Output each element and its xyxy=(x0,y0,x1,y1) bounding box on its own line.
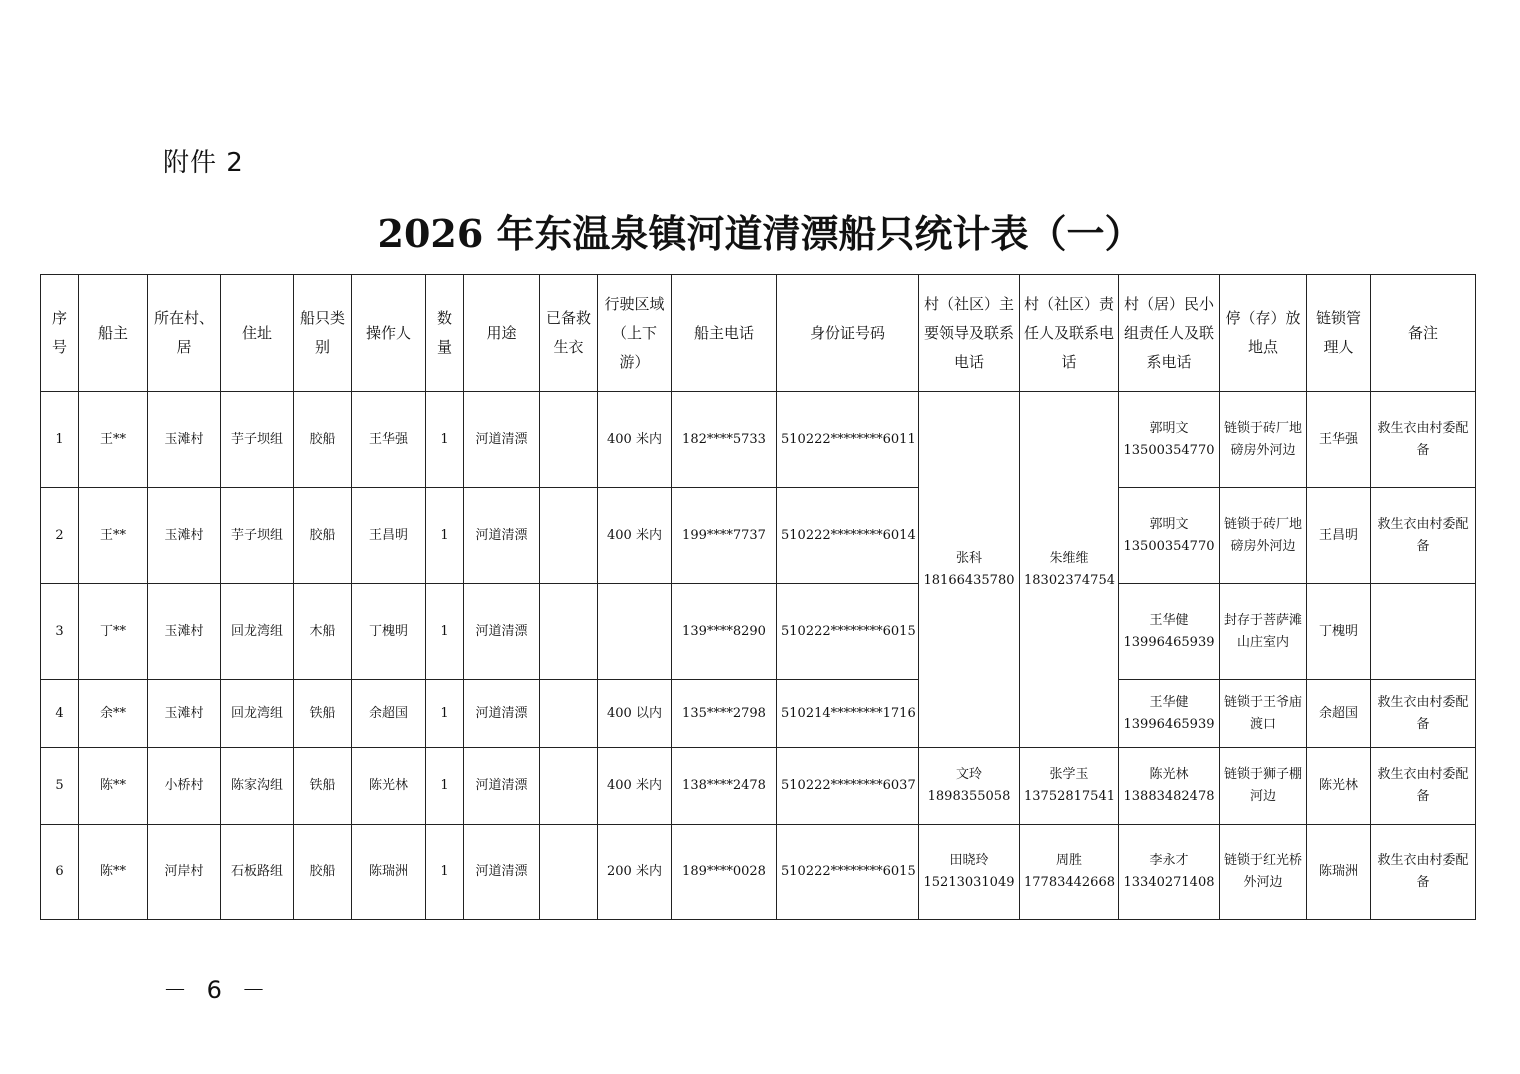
cell-resp-merged xyxy=(1020,392,1119,748)
cell-address: 芋子坝组 xyxy=(221,488,294,584)
group-phone: 13996465939 xyxy=(1123,634,1215,650)
cell-no: 6 xyxy=(41,825,79,920)
cell-no: 3 xyxy=(41,584,79,680)
cell-boat-type: 铁船 xyxy=(294,680,352,748)
cell-operator: 陈光林 xyxy=(352,748,426,825)
cell-use: 河道清漂 xyxy=(464,680,540,748)
cell-use: 河道清漂 xyxy=(464,488,540,584)
leader-phone: 15213031049 xyxy=(923,875,1015,890)
table-row xyxy=(41,488,1476,584)
cell-lifejacket xyxy=(540,392,598,488)
cell-group xyxy=(1119,825,1220,920)
cell-area: 400 米内 xyxy=(598,392,672,488)
cell-resp xyxy=(1020,825,1119,920)
cell-boat-type: 胶船 xyxy=(294,488,352,584)
cell-area: 400 以内 xyxy=(598,680,672,748)
group-name: 郭明文 xyxy=(1149,420,1189,436)
group-phone: 13500354770 xyxy=(1123,538,1215,554)
cell-lifejacket xyxy=(540,584,598,680)
col-header: 村（社区）责任人及联系电话 xyxy=(1020,275,1119,392)
cell-area xyxy=(598,584,672,680)
resp-name: 张学玉 xyxy=(1049,767,1089,782)
resp-name: 朱维维 xyxy=(1049,550,1089,566)
leader-name: 文玲 xyxy=(955,767,982,782)
cell-location: 封存于菩萨滩山庄室内 xyxy=(1220,584,1307,680)
col-header: 村（社区）主要领导及联系电话 xyxy=(919,275,1020,392)
cell-use: 河道清漂 xyxy=(464,748,540,825)
group-name: 郭明文 xyxy=(1149,516,1189,532)
cell-area: 200 米内 xyxy=(598,825,672,920)
cell-no: 4 xyxy=(41,680,79,748)
table-row xyxy=(41,584,1476,680)
col-header: 链锁管理人 xyxy=(1307,275,1371,392)
cell-id: 510222********6015 xyxy=(777,584,919,680)
cell-owner: 陈** xyxy=(79,825,148,920)
cell-phone: 138****2478 xyxy=(672,748,777,825)
group-name: 陈光林 xyxy=(1149,767,1189,782)
cell-id: 510222********6011 xyxy=(777,392,919,488)
leader-name: 张科 xyxy=(955,550,982,566)
group-name: 李永才 xyxy=(1149,853,1189,868)
table-row xyxy=(41,392,1476,488)
cell-phone: 189****0028 xyxy=(672,825,777,920)
leader-phone: 1898355058 xyxy=(927,789,1011,804)
title-text: 2026 年东温泉镇河道清漂船只统计表（一） xyxy=(377,211,1143,256)
col-header: 船主电话 xyxy=(672,275,777,392)
resp-phone: 18302374754 xyxy=(1024,572,1115,588)
col-header: 所在村、居 xyxy=(148,275,221,392)
cell-owner: 丁** xyxy=(79,584,148,680)
cell-lifejacket xyxy=(540,680,598,748)
cell-village: 小桥村 xyxy=(148,748,221,825)
cell-manager: 王昌明 xyxy=(1307,488,1371,584)
cell-group xyxy=(1119,584,1220,680)
attachment-label: 附件 2 xyxy=(163,148,244,178)
cell-boat-type: 胶船 xyxy=(294,392,352,488)
cell-group xyxy=(1119,392,1220,488)
resp-phone: 17783442668 xyxy=(1024,875,1115,890)
cell-boat-type: 铁船 xyxy=(294,748,352,825)
cell-manager: 丁槐明 xyxy=(1307,584,1371,680)
cell-id: 510222********6037 xyxy=(777,748,919,825)
cell-qty: 1 xyxy=(426,584,464,680)
col-header: 住址 xyxy=(221,275,294,392)
cell-note: 救生衣由村委配备 xyxy=(1371,825,1476,920)
header-row xyxy=(41,275,1476,392)
cell-boat-type: 胶船 xyxy=(294,825,352,920)
cell-manager: 余超国 xyxy=(1307,680,1371,748)
cell-owner: 王** xyxy=(79,488,148,584)
col-header: 数量 xyxy=(426,275,464,392)
col-header: 身份证号码 xyxy=(777,275,919,392)
cell-note: 救生衣由村委配备 xyxy=(1371,392,1476,488)
resp-name: 周胜 xyxy=(1055,853,1082,868)
cell-no: 1 xyxy=(41,392,79,488)
col-header: 船主 xyxy=(79,275,148,392)
cell-operator: 王华强 xyxy=(352,392,426,488)
cell-use: 河道清漂 xyxy=(464,584,540,680)
cell-village: 玉滩村 xyxy=(148,680,221,748)
cell-address: 芋子坝组 xyxy=(221,392,294,488)
cell-owner: 王** xyxy=(79,392,148,488)
resp-phone: 13752817541 xyxy=(1024,789,1115,804)
cell-phone: 139****8290 xyxy=(672,584,777,680)
col-header: 备注 xyxy=(1371,275,1476,392)
col-header: 行驶区域（上下游） xyxy=(598,275,672,392)
table-row xyxy=(41,748,1476,825)
cell-qty: 1 xyxy=(426,680,464,748)
group-phone: 13996465939 xyxy=(1123,716,1215,732)
cell-leader xyxy=(919,825,1020,920)
cell-qty: 1 xyxy=(426,748,464,825)
col-header: 用途 xyxy=(464,275,540,392)
cell-village: 玉滩村 xyxy=(148,584,221,680)
col-header: 已备救生衣 xyxy=(540,275,598,392)
page-title xyxy=(0,203,1520,258)
cell-village: 玉滩村 xyxy=(148,488,221,584)
cell-address: 回龙湾组 xyxy=(221,584,294,680)
col-header: 村（居）民小组责任人及联系电话 xyxy=(1119,275,1220,392)
group-phone: 13340271408 xyxy=(1123,875,1215,890)
cell-id: 510222********6014 xyxy=(777,488,919,584)
cell-manager: 陈光林 xyxy=(1307,748,1371,825)
group-phone: 13883482478 xyxy=(1123,789,1215,804)
cell-phone: 135****2798 xyxy=(672,680,777,748)
cell-location: 链锁于砖厂地磅房外河边 xyxy=(1220,392,1307,488)
leader-name: 田晓玲 xyxy=(949,853,989,868)
cell-operator: 余超国 xyxy=(352,680,426,748)
cell-operator: 丁槐明 xyxy=(352,584,426,680)
cell-address: 石板路组 xyxy=(221,825,294,920)
cell-owner: 余** xyxy=(79,680,148,748)
cell-qty: 1 xyxy=(426,392,464,488)
cell-location: 链锁于狮子棚河边 xyxy=(1220,748,1307,825)
leader-phone: 18166435780 xyxy=(923,572,1015,588)
cell-phone: 182****5733 xyxy=(672,392,777,488)
cell-area: 400 米内 xyxy=(598,748,672,825)
cell-owner: 陈** xyxy=(79,748,148,825)
cell-note: 救生衣由村委配备 xyxy=(1371,488,1476,584)
cell-boat-type: 木船 xyxy=(294,584,352,680)
cell-location: 链锁于砖厂地磅房外河边 xyxy=(1220,488,1307,584)
cell-qty: 1 xyxy=(426,488,464,584)
cell-use: 河道清漂 xyxy=(464,392,540,488)
cell-operator: 陈瑞洲 xyxy=(352,825,426,920)
cell-leader xyxy=(919,748,1020,825)
cell-note xyxy=(1371,584,1476,680)
cell-use: 河道清漂 xyxy=(464,825,540,920)
table-row xyxy=(41,825,1476,920)
cell-note: 救生衣由村委配备 xyxy=(1371,748,1476,825)
cell-operator: 王昌明 xyxy=(352,488,426,584)
cell-no: 2 xyxy=(41,488,79,584)
cell-qty: 1 xyxy=(426,825,464,920)
group-phone: 13500354770 xyxy=(1123,442,1215,458)
cell-group xyxy=(1119,680,1220,748)
cell-address: 回龙湾组 xyxy=(221,680,294,748)
cell-id: 510222********6015 xyxy=(777,825,919,920)
col-header: 操作人 xyxy=(352,275,426,392)
cell-village: 河岸村 xyxy=(148,825,221,920)
cell-location: 链锁于红光桥外河边 xyxy=(1220,825,1307,920)
cell-lifejacket xyxy=(540,488,598,584)
col-header: 序号 xyxy=(41,275,79,392)
cell-id: 510214********1716 xyxy=(777,680,919,748)
col-header: 停（存）放地点 xyxy=(1220,275,1307,392)
cell-area: 400 米内 xyxy=(598,488,672,584)
cell-phone: 199****7737 xyxy=(672,488,777,584)
cell-group xyxy=(1119,748,1220,825)
cell-note: 救生衣由村委配备 xyxy=(1371,680,1476,748)
cell-no: 5 xyxy=(41,748,79,825)
cell-location: 链锁于王爷庙渡口 xyxy=(1220,680,1307,748)
cell-lifejacket xyxy=(540,825,598,920)
cell-lifejacket xyxy=(540,748,598,825)
group-name: 王华健 xyxy=(1149,612,1189,628)
boat-statistics-table xyxy=(40,274,1476,920)
group-name: 王华健 xyxy=(1149,694,1189,710)
table-row xyxy=(41,680,1476,748)
cell-group xyxy=(1119,488,1220,584)
cell-leader-merged xyxy=(919,392,1020,748)
cell-manager: 王华强 xyxy=(1307,392,1371,488)
page-number: － 6 － xyxy=(163,976,272,1004)
cell-address: 陈家沟组 xyxy=(221,748,294,825)
cell-village: 玉滩村 xyxy=(148,392,221,488)
cell-manager: 陈瑞洲 xyxy=(1307,825,1371,920)
col-header: 船只类别 xyxy=(294,275,352,392)
cell-resp xyxy=(1020,748,1119,825)
